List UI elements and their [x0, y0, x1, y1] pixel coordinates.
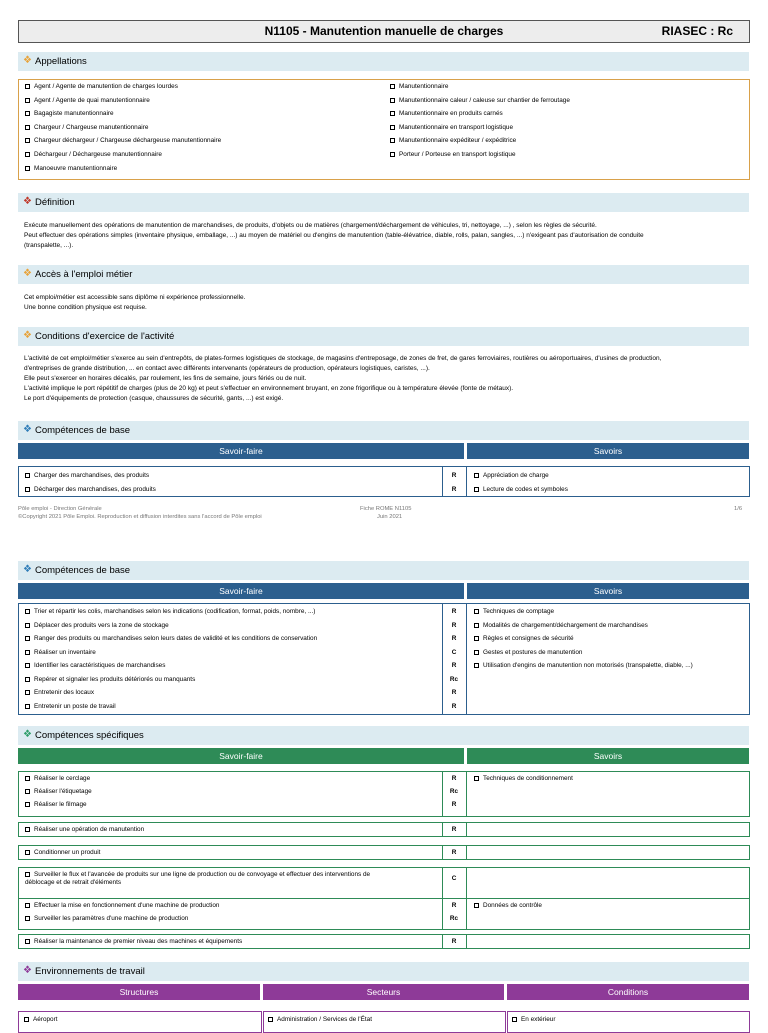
definition-line: Peut effectuer des opérations simples (inventaire physique, emballage, ...) au moyen de matériel ou d'engins de manutention (table-élévatrice, diable, rolls, palan, sangles, ...) n'exigeant pas d'autorisation de conduite	[24, 232, 644, 239]
level-code: R	[451, 635, 457, 642]
section-title: Environnements de travail	[35, 966, 145, 977]
checkbox-icon	[474, 487, 479, 492]
column-header-conditions: Conditions	[507, 984, 749, 1000]
level-code: R	[451, 608, 457, 615]
skill-group	[18, 845, 750, 860]
knowledge-item: Appréciation de charge	[474, 472, 549, 479]
level-code: R	[451, 472, 457, 479]
skill-item: Entretenir des locaux	[25, 689, 94, 696]
checkbox-icon	[390, 125, 395, 130]
page-title: N1105 - Manutention manuelle de charges	[264, 24, 504, 38]
diamond-icon: ❖	[23, 196, 32, 207]
footer-fiche: Fiche ROME N1105	[360, 506, 412, 512]
skill-item: Décharger des marchandises, des produits	[25, 486, 156, 493]
checkbox-icon	[25, 939, 30, 944]
column-divider	[466, 771, 467, 817]
checkbox-icon	[25, 663, 30, 668]
checkbox-icon	[25, 704, 30, 709]
footer-org: Pôle emploi - Direction Générale	[18, 506, 102, 512]
checkbox-icon	[474, 663, 479, 668]
skill-item: Réaliser l'étiquetage	[25, 788, 92, 795]
appellation-item: Manutentionnaire en produits carnés	[390, 110, 503, 117]
column-divider	[466, 466, 467, 497]
level-code: R	[451, 849, 457, 856]
diamond-icon: ❖	[23, 330, 32, 341]
level-code: Rc	[449, 915, 459, 923]
conditions-line: Elle peut s'exercer en horaires décalés, par roulement, les fins de semaine, jours fériés ou de nuit.	[24, 375, 307, 382]
diamond-icon: ❖	[23, 55, 32, 66]
checkbox-icon	[25, 609, 30, 614]
appellation-item: Agent / Agente de manutention de charges lourdes	[25, 83, 178, 90]
riasec-code: RIASEC : Rc	[661, 24, 733, 38]
section-title: Définition	[35, 197, 75, 208]
skill-item: Surveiller les paramètres d'une machine de production	[25, 915, 188, 922]
section-title: Appellations	[35, 56, 87, 67]
knowledge-item: Règles et consignes de sécurité	[474, 635, 574, 642]
competences-base-table	[18, 603, 750, 715]
column-header-savoirs: Savoirs	[467, 583, 749, 599]
skill-item: Repérer et signaler les produits détériorés ou manquants	[25, 676, 195, 683]
skill-item: Réaliser le filmage	[25, 801, 87, 808]
checkbox-icon	[474, 650, 479, 655]
checkbox-icon	[25, 84, 30, 89]
level-code: R	[451, 775, 457, 782]
checkbox-icon	[512, 1017, 517, 1022]
level-code: C	[451, 875, 457, 882]
checkbox-icon	[25, 650, 30, 655]
level-code: R	[451, 902, 457, 909]
section-acces	[18, 265, 749, 284]
checkbox-icon	[25, 125, 30, 130]
level-code: R	[451, 801, 457, 809]
checkbox-icon	[25, 636, 30, 641]
skill-item-continuation: déblocage et de retrait d'éléments	[25, 879, 122, 886]
skill-group	[18, 771, 750, 817]
definition-line: (transpalette, ...).	[24, 242, 74, 249]
appellation-item: Manutentionnaire en transport logistique	[390, 124, 513, 131]
knowledge-item: Lecture de codes et symboles	[474, 486, 568, 493]
skill-item: Conditionner un produit	[25, 849, 100, 856]
column-header-savoirs: Savoirs	[467, 748, 749, 764]
checkbox-icon	[25, 872, 30, 877]
checkbox-icon	[390, 152, 395, 157]
level-code: Rc	[449, 788, 459, 796]
checkbox-icon	[25, 802, 30, 807]
appellation-item: Agent / Agente de quai manutentionnaire	[25, 97, 150, 104]
definition-line: Exécute manuellement des opérations de manutention de marchandises, de produits, d'objets ou de matières (chargement/déchargement de véhicules, tri, nettoyage, ...) , selon les règles de sécurité.	[24, 222, 597, 229]
appellation-item: Bagagiste manutentionnaire	[25, 110, 114, 117]
skill-item: Identifier les caractéristiques de marchandises	[25, 662, 165, 669]
section-title: Compétences spécifiques	[35, 730, 144, 741]
section-conditions	[18, 327, 749, 346]
skill-item: Trier et répartir les colis, marchandises selon les indications (codification, format, poids, nombre, ...)	[25, 608, 315, 615]
skill-item: Charger des marchandises, des produits	[25, 472, 149, 479]
level-code: R	[451, 702, 457, 710]
checkbox-icon	[25, 623, 30, 628]
checkbox-icon	[474, 776, 479, 781]
column-header-savoirs: Savoirs	[467, 443, 749, 459]
level-code: Rc	[449, 675, 459, 683]
appellation-item: Chargeur déchargeur / Chargeuse déchargeuse manutentionnaire	[25, 137, 221, 144]
appellation-item: Manutentionnaire caleur / caleuse sur chantier de ferroutage	[390, 97, 570, 104]
level-code: R	[451, 621, 457, 629]
column-header-savoir-faire: Savoir-faire	[18, 443, 464, 459]
checkbox-icon	[25, 677, 30, 682]
appellation-item: Manutentionnaire	[390, 83, 448, 90]
knowledge-item: Données de contrôle	[474, 902, 542, 909]
skill-item: Réaliser le cerclage	[25, 775, 90, 782]
checkbox-icon	[390, 84, 395, 89]
level-code: R	[451, 826, 457, 833]
level-code: R	[451, 662, 457, 669]
checkbox-icon	[390, 138, 395, 143]
checkbox-icon	[25, 473, 30, 478]
section-competences-specifiques	[18, 726, 749, 745]
appellation-item: Manoeuvre manutentionnaire	[25, 165, 117, 172]
checkbox-icon	[390, 98, 395, 103]
skill-item: Surveiller le flux et l'avancée de produits sur une ligne de production ou de convoyage et effectuer des interventions de	[25, 871, 370, 878]
knowledge-item: Techniques de comptage	[474, 608, 554, 615]
column-header-secteurs: Secteurs	[263, 984, 504, 1000]
checkbox-icon	[474, 903, 479, 908]
section-competences-base	[18, 561, 749, 580]
column-divider	[466, 603, 467, 715]
checkbox-icon	[25, 916, 30, 921]
diamond-icon: ❖	[23, 965, 32, 976]
level-code: C	[451, 648, 457, 656]
diamond-icon: ❖	[23, 424, 32, 435]
acces-line: Une bonne condition physique est requise.	[24, 304, 147, 311]
section-environnements	[18, 962, 749, 981]
acces-line: Cet emploi/métier est accessible sans diplôme ni expérience professionnelle.	[24, 294, 246, 301]
column-divider	[466, 898, 467, 930]
conditions-text	[24, 354, 746, 404]
column-header-savoir-faire: Savoir-faire	[18, 583, 464, 599]
column-header-savoir-faire: Savoir-faire	[18, 748, 464, 764]
section-appellations	[18, 52, 749, 71]
column-divider	[442, 867, 443, 899]
footer-date: Juin 2021	[377, 514, 403, 520]
checkbox-icon	[25, 776, 30, 781]
checkbox-icon	[25, 166, 30, 171]
structure-item: Aéroport	[24, 1016, 58, 1023]
checkbox-icon	[25, 903, 30, 908]
footer-copyright: ©Copyright 2021 Pôle Emploi. Reproduction et diffusion interdites sans l'accord de Pôle emploi	[18, 514, 262, 520]
conditions-line: L'activité implique le port répétitif de charges (plus de 20 kg) et peut s'effectuer en environnement bruyant, en zone frigorifique ou à température élevée (fonte de métaux).	[24, 385, 514, 392]
column-divider	[466, 822, 467, 837]
checkbox-icon	[474, 609, 479, 614]
acces-text	[24, 293, 746, 313]
conditions-line: Le port d'équipements de protection (casque, chaussures de sécurité, gants, ...) est exigé.	[24, 395, 284, 402]
knowledge-item: Utilisation d'engins de manutention non motorisés (transpalette, diable, ...)	[474, 662, 693, 669]
checkbox-icon	[390, 111, 395, 116]
level-code: R	[451, 689, 457, 696]
skill-item: Réaliser la maintenance de premier niveau des machines et équipements	[25, 938, 242, 945]
appellation-item: Porteur / Porteuse en transport logistique	[390, 151, 516, 158]
checkbox-icon	[25, 850, 30, 855]
checkbox-icon	[474, 623, 479, 628]
checkbox-icon	[25, 111, 30, 116]
checkbox-icon	[25, 789, 30, 794]
secteur-item: Administration / Services de l'État	[268, 1016, 372, 1023]
conditions-line: L'activité de cet emploi/métier s'exerce au sein d'entrepôts, de plates-formes logistiques de stockage, de magasins d'entreposage, de zones de fret, de gares ferroviaires, routières ou aéroportuaires, d'usines de production,	[24, 355, 662, 362]
checkbox-icon	[474, 473, 479, 478]
document-title-bar	[18, 20, 750, 43]
condition-item: En extérieur	[512, 1016, 555, 1023]
section-title: Compétences de base	[35, 565, 131, 576]
level-code: R	[451, 485, 457, 493]
page-number: 1/6	[734, 506, 743, 512]
skill-item: Entretenir un poste de travail	[25, 703, 116, 710]
diamond-icon: ❖	[23, 564, 32, 575]
skill-item: Réaliser une opération de manutention	[25, 826, 144, 833]
level-code: R	[451, 938, 457, 945]
skill-item: Déplacer des produits vers la zone de stockage	[25, 622, 169, 629]
appellation-item: Déchargeur / Déchargeuse manutentionnaire	[25, 151, 162, 158]
checkbox-icon	[25, 487, 30, 492]
checkbox-icon	[24, 1017, 29, 1022]
appellation-item: Chargeur / Chargeuse manutentionnaire	[25, 124, 148, 131]
section-competences-base	[18, 421, 749, 440]
column-header-structures: Structures	[18, 984, 260, 1000]
checkbox-icon	[25, 690, 30, 695]
section-title: Accès à l'emploi métier	[35, 269, 133, 280]
skill-item: Réaliser un inventaire	[25, 649, 96, 656]
column-divider	[466, 845, 467, 860]
diamond-icon: ❖	[23, 268, 32, 279]
diamond-icon: ❖	[23, 729, 32, 740]
checkbox-icon	[474, 636, 479, 641]
section-title: Compétences de base	[35, 425, 131, 436]
definition-text	[24, 221, 746, 251]
checkbox-icon	[25, 827, 30, 832]
knowledge-item: Gestes et postures de manutention	[474, 649, 582, 656]
knowledge-item: Techniques de conditionnement	[474, 775, 573, 782]
column-divider	[466, 867, 467, 899]
column-divider	[442, 603, 443, 715]
checkbox-icon	[25, 98, 30, 103]
appellation-item: Manutentionnaire expéditeur / expéditrice	[390, 137, 516, 144]
section-title: Conditions d'exercice de l'activité	[35, 331, 175, 342]
checkbox-icon	[25, 138, 30, 143]
checkbox-icon	[25, 152, 30, 157]
checkbox-icon	[268, 1017, 273, 1022]
skill-item: Ranger des produits ou marchandises selon leurs dates de validité et les conditions de conservation	[25, 635, 317, 642]
skill-item: Effectuer la mise en fonctionnement d'une machine de production	[25, 902, 219, 909]
knowledge-item: Modalités de chargement/déchargement de marchandises	[474, 622, 648, 629]
section-definition	[18, 193, 749, 212]
conditions-line: d'entreprises de grande distribution, ... en contact avec différents intervenants (opérateurs de production, opérateurs logistiques, caristes, ...).	[24, 365, 430, 372]
column-divider	[466, 934, 467, 949]
